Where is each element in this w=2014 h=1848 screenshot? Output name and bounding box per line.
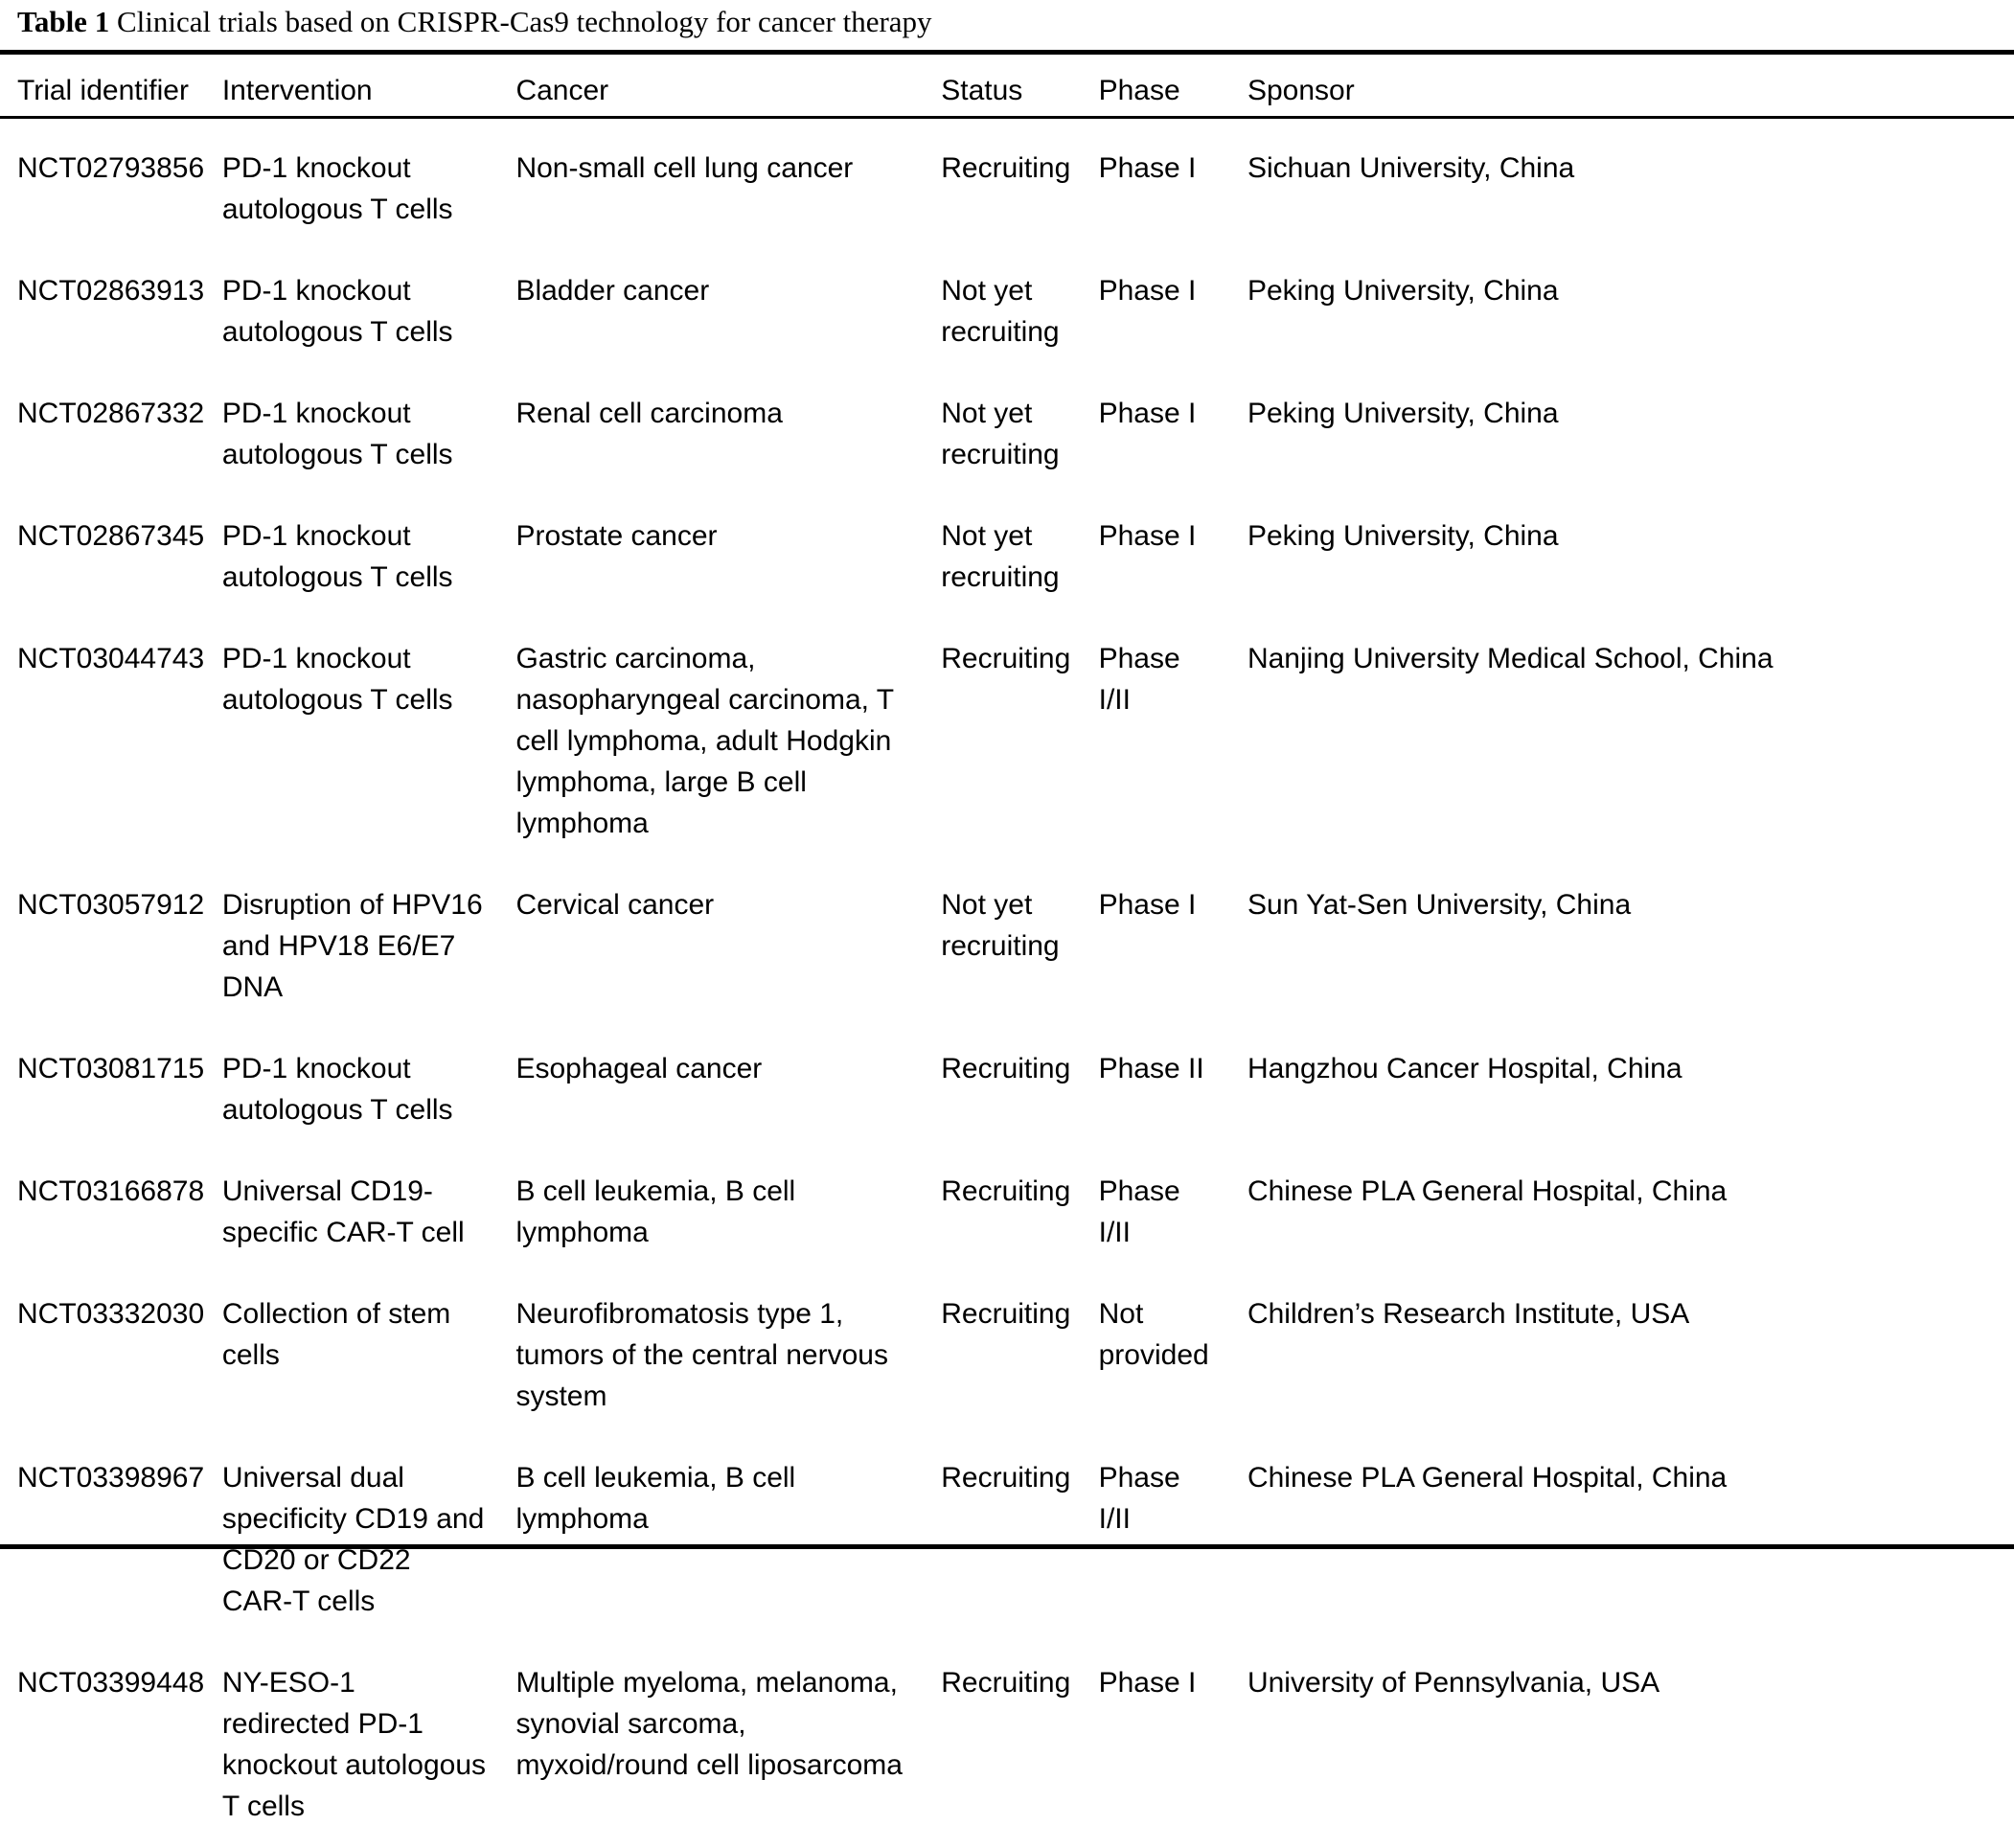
table-row: [0, 374, 2014, 496]
cell-phase: Phase I: [1098, 1667, 1197, 1699]
cell-interv: PD-1 knockout autologous T cells: [221, 643, 453, 716]
column-header-cancer: Cancer: [515, 75, 609, 106]
cell-status: Not yet recruiting: [941, 275, 1060, 348]
cell-status: Recruiting: [941, 1053, 1071, 1084]
cell-sponsor: Peking University, China: [1247, 520, 1559, 552]
clinical-trials-table: [0, 55, 2014, 1848]
cell-interv: NY-ESO-1 redirected PD-1 knockout autologous T cells: [221, 1667, 487, 1822]
column-header-phase: Phase: [1098, 75, 1180, 106]
cell-interv: PD-1 knockout autologous T cells: [221, 520, 453, 593]
cell-sponsor: Sun Yat-Sen University, China: [1247, 889, 1632, 921]
cell-phase: Phase I: [1098, 889, 1197, 921]
cell-phase: Phase I: [1098, 398, 1197, 429]
cell-sponsor: Peking University, China: [1247, 398, 1559, 429]
cell-interv: PD-1 knockout autologous T cells: [221, 398, 453, 470]
cell-cancer: Non-small cell lung cancer: [515, 152, 854, 184]
cell-interv: Disruption of HPV16 and HPV18 E6/E7 DNA: [221, 889, 483, 1003]
cell-interv: Universal CD19-specific CAR-T cell: [221, 1175, 465, 1248]
table-row: [0, 496, 2014, 619]
cell-phase: Phase I: [1098, 520, 1197, 552]
table-row: [0, 1029, 2014, 1152]
cell-trial: NCT02867332: [17, 398, 205, 429]
cell-phase: Phase II: [1098, 1053, 1204, 1084]
caption-label: Table 1: [17, 5, 110, 38]
cell-status: Recruiting: [941, 1175, 1071, 1207]
cell-status: Recruiting: [941, 1667, 1071, 1699]
cell-status: Not yet recruiting: [941, 889, 1060, 962]
cell-sponsor: Children’s Research Institute, USA: [1247, 1298, 1690, 1330]
table-row: [0, 128, 2014, 251]
caption-text: Clinical trials based on CRISPR-Cas9 technology for cancer therapy: [109, 5, 932, 38]
cell-cancer: Prostate cancer: [515, 520, 718, 552]
cell-phase: Phase I: [1098, 152, 1197, 184]
table-row: [0, 1152, 2014, 1274]
cell-phase: Not provided: [1098, 1298, 1209, 1371]
cell-cancer: Multiple myeloma, melanoma, synovial sarcoma, myxoid/round cell liposarcoma: [515, 1667, 903, 1781]
cell-sponsor: Sichuan University, China: [1247, 152, 1575, 184]
cell-cancer: Bladder cancer: [515, 275, 710, 307]
cell-sponsor: Peking University, China: [1247, 275, 1559, 307]
cell-interv: PD-1 knockout autologous T cells: [221, 275, 453, 348]
cell-trial: NCT03044743: [17, 643, 205, 674]
table-row: [0, 865, 2014, 1029]
cell-trial: NCT02793856: [17, 152, 205, 184]
cell-trial: NCT03332030: [17, 1298, 205, 1330]
cell-status: Recruiting: [941, 152, 1071, 184]
cell-sponsor: Chinese PLA General Hospital, China: [1247, 1175, 1728, 1207]
table-header: [0, 55, 2014, 128]
cell-interv: PD-1 knockout autologous T cells: [221, 152, 453, 225]
cell-status: Not yet recruiting: [941, 398, 1060, 470]
cell-status: Recruiting: [941, 1462, 1071, 1494]
cell-cancer: Neurofibromatosis type 1, tumors of the central nervous system: [515, 1298, 888, 1412]
table-row: [0, 1274, 2014, 1438]
table-body: [0, 128, 2014, 1848]
cell-trial: NCT03057912: [17, 889, 205, 921]
cell-cancer: Gastric carcinoma, nasopharyngeal carcinoma, T cell lymphoma, adult Hodgkin lymphoma, large B cell lymphoma: [515, 643, 894, 839]
table-row: [0, 1643, 2014, 1848]
cell-phase: Phase I/II: [1098, 643, 1180, 716]
column-header-trial-identifier: Trial identifier: [17, 75, 189, 106]
column-header-intervention: Intervention: [221, 75, 373, 106]
cell-trial: NCT03081715: [17, 1053, 205, 1084]
cell-phase: Phase I/II: [1098, 1462, 1180, 1535]
cell-sponsor: Nanjing University Medical School, China: [1247, 643, 1774, 674]
cell-cancer: Renal cell carcinoma: [515, 398, 783, 429]
cell-interv: PD-1 knockout autologous T cells: [221, 1053, 453, 1126]
cell-cancer: Cervical cancer: [515, 889, 715, 921]
cell-phase: Phase I/II: [1098, 1175, 1180, 1248]
table-caption: [17, 4, 2001, 40]
cell-interv: Universal dual specificity CD19 and CD20 or CD22 CAR-T cells: [221, 1462, 485, 1617]
table-row: [0, 251, 2014, 374]
cell-cancer: Esophageal cancer: [515, 1053, 763, 1084]
cell-trial: NCT03399448: [17, 1667, 205, 1699]
table-row: [0, 619, 2014, 865]
table-row: [0, 1438, 2014, 1643]
cell-trial: NCT03398967: [17, 1462, 205, 1494]
cell-status: Recruiting: [941, 1298, 1071, 1330]
column-header-sponsor: Sponsor: [1247, 75, 1355, 106]
cell-trial: NCT02867345: [17, 520, 205, 552]
cell-interv: Collection of stem cells: [221, 1298, 451, 1371]
cell-phase: Phase I: [1098, 275, 1197, 307]
cell-sponsor: Hangzhou Cancer Hospital, China: [1247, 1053, 1682, 1084]
cell-sponsor: Chinese PLA General Hospital, China: [1247, 1462, 1728, 1494]
cell-cancer: B cell leukemia, B cell lymphoma: [515, 1462, 796, 1535]
cell-status: Recruiting: [941, 643, 1071, 674]
table-header-row: [0, 55, 2014, 128]
cell-status: Not yet recruiting: [941, 520, 1060, 593]
cell-trial: NCT03166878: [17, 1175, 205, 1207]
cell-sponsor: University of Pennsylvania, USA: [1247, 1667, 1660, 1699]
cell-cancer: B cell leukemia, B cell lymphoma: [515, 1175, 796, 1248]
cell-trial: NCT02863913: [17, 275, 205, 307]
column-header-status: Status: [941, 75, 1023, 106]
